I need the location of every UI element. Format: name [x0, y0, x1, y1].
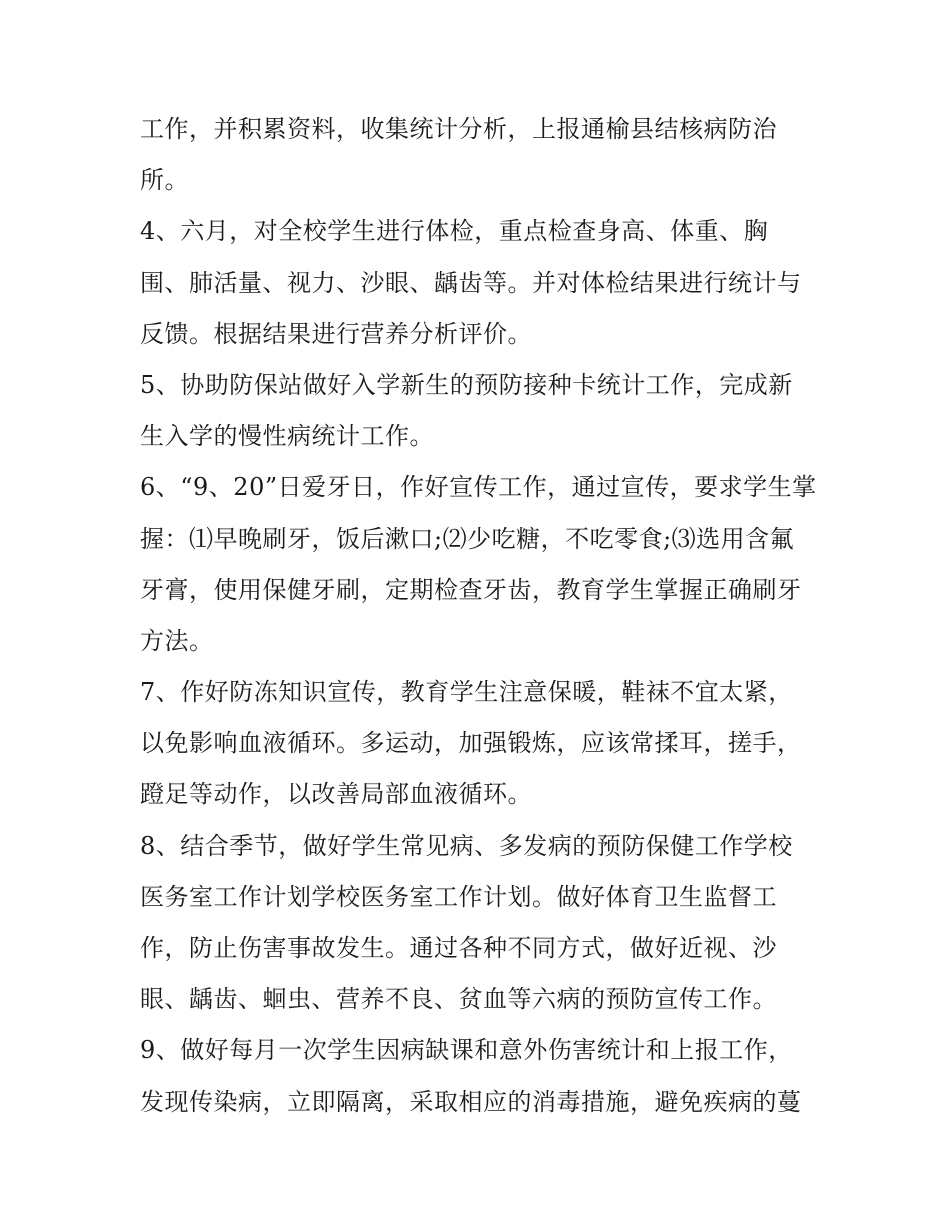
text-line: 围、肺活量、视力、沙眼、龋齿等。并对体检结果进行统计与: [140, 268, 802, 297]
text-line: 蹬足等动作，以改善局部血液循环。: [140, 780, 532, 809]
text-line: 生入学的慢性病统计工作。: [140, 422, 434, 451]
text-line: 方法。: [140, 626, 214, 655]
text-line: 以免影响血液循环。多运动，加强锻炼，应该常揉耳，搓手，: [140, 729, 802, 758]
text-line: 作，防止伤害事故发生。通过各种不同方式，做好近视、沙: [140, 934, 777, 962]
text-line: 握：⑴早晚刷牙，饭后漱口;⑵少吃糖，不吃零食;⑶选用含氟: [140, 524, 795, 553]
text-line: 眼、龋齿、蛔虫、营养不良、贫血等六病的预防宣传工作。: [140, 985, 777, 1014]
text-line: 工作，并积累资料，收集统计分析，上报通榆县结核病防治: [140, 115, 777, 143]
text-line: 6、“9、20”日爱牙日，作好宣传工作，通过宣传，要求学生掌: [140, 473, 817, 502]
text-line: 反馈。根据结果进行营养分析评价。: [140, 319, 532, 348]
text-line: 9、做好每月一次学生因病缺课和意外伤害统计和上报工作，: [140, 1036, 793, 1065]
text-line: 所。: [140, 166, 189, 195]
body-text: [140, 104, 830, 1128]
text-line: 7、作好防冻知识宣传，教育学生注意保暖，鞋袜不宜太紧，: [140, 678, 793, 707]
text-line: 8、结合季节，做好学生常见病、多发病的预防保健工作学校: [140, 831, 793, 860]
text-line: 4、六月，对全校学生进行体检，重点检查身高、体重、胸: [140, 217, 769, 246]
text-line: 发现传染病，立即隔离，采取相应的消毒措施，避免疾病的蔓: [140, 1087, 802, 1116]
text-line: 5、协助防保站做好入学新生的预防接种卡统计工作，完成新: [140, 370, 793, 399]
text-line: 医务室工作计划学校医务室工作计划。做好体育卫生监督工: [140, 882, 777, 911]
text-line: 牙膏，使用保健牙刷，定期检查牙齿，教育学生掌握正确刷牙: [140, 575, 802, 604]
